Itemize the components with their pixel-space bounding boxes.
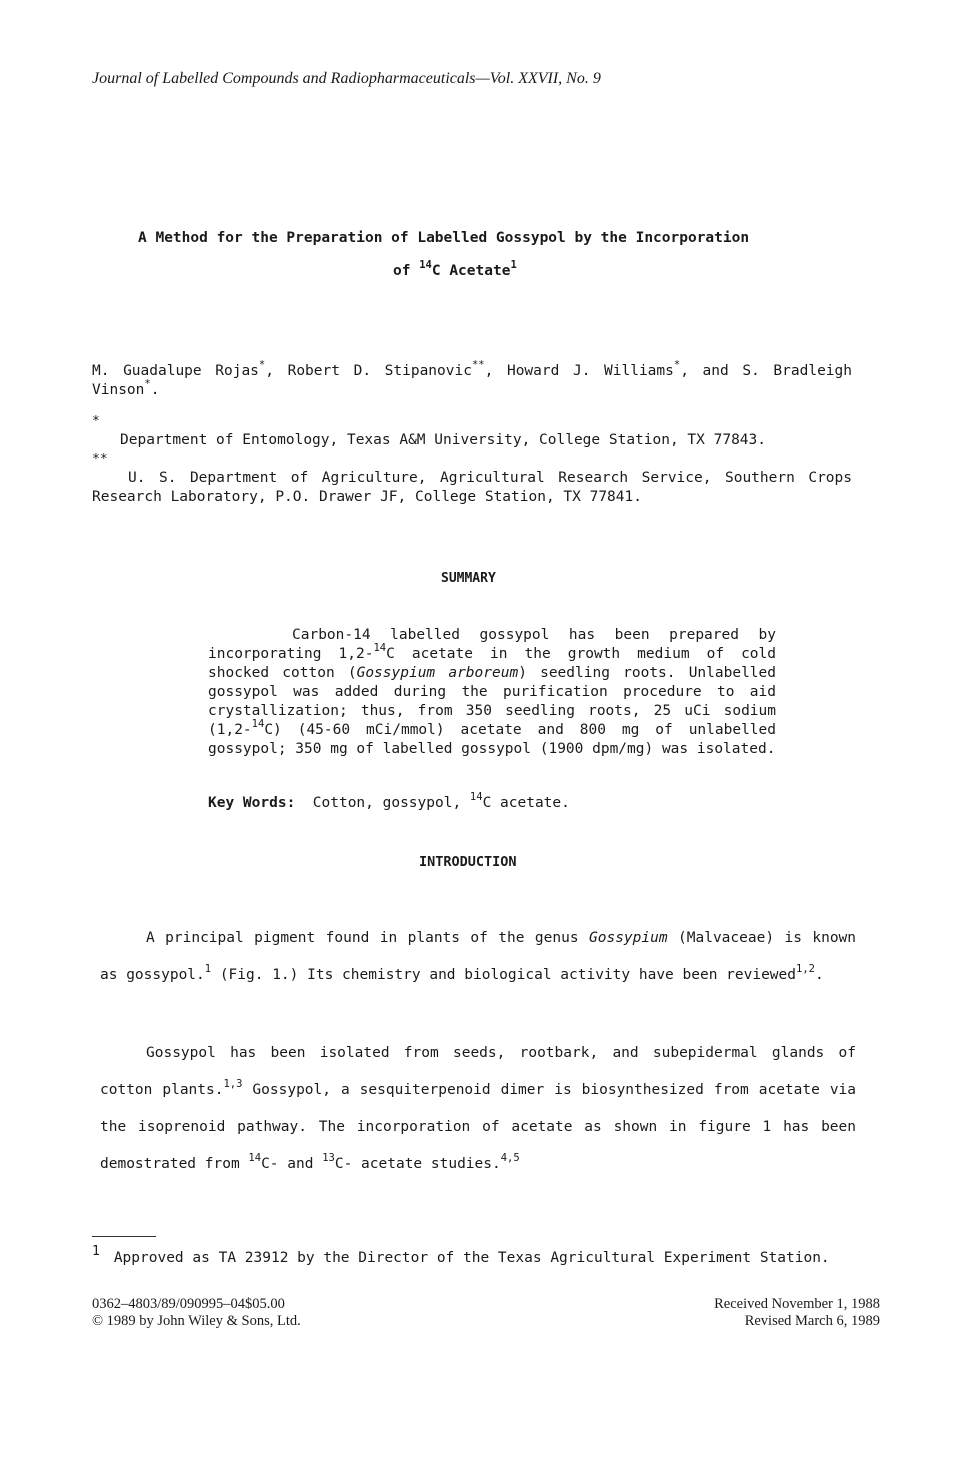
paragraph-segment: C- acetate studies. [334,1156,501,1172]
isotope-superscript: 14 [251,718,265,731]
introduction-heading: INTRODUCTION [419,854,517,870]
keywords-list: Cotton, gossypol, [312,795,462,811]
intro-paragraph-1 [100,920,856,994]
author-name: M. Guadalupe Rojas [92,363,259,379]
received-date: Received November 1, 1988 [714,1296,880,1312]
author-separator: , and [680,363,729,379]
keywords-label: Key Words: [208,795,296,811]
paragraph-segment: Gossypol, a sesquiterpenoid dimer is biosynthesized from acetate via the isoprenoid pathway. The incorporation of acetate as shown in figure 1 has been demostrated from [100,1082,857,1172]
isotope-superscript: 14 [248,1152,262,1165]
citation-ref: 1 [204,963,212,976]
author-separator: . [150,382,160,398]
author-affiliation-mark: * [144,378,151,391]
paper-title-line2 [393,259,517,279]
keywords-list-end: C acetate. [482,795,570,811]
summary-segment: C acetate in the growth medium of cold shocked cotton ( [208,646,776,681]
title-acetate: C Acetate [431,263,511,279]
paragraph-segment: . [814,967,824,983]
summary-segment: C) (45-60 mCi/mmol) acetate and 800 mg of unlabelled gossypol; 350 mg of labelled gossypol (1900 dpm/mg) was isolated. [208,722,776,757]
citation-ref: 4,5 [500,1152,520,1165]
author-affiliation-mark: * [673,359,681,372]
footnote-number: 1 [92,1244,100,1259]
author-affiliation-mark: ** [471,359,485,372]
summary-heading: SUMMARY [441,571,496,586]
publication-info [92,1296,301,1330]
paragraph-segment: (Malvaceae) is known as gossypol. [100,930,857,983]
intro-paragraph-2 [100,1035,856,1183]
copyright-notice: © 1989 by John Wiley & Sons, Ltd. [92,1313,301,1329]
article-code: 0362–4803/89/090995–04$05.00 [92,1296,285,1312]
affiliation-mark: * [92,414,100,429]
author-separator: , [265,363,274,379]
genus-name: Gossypium [589,930,668,946]
author-name: S. Bradleigh Vinson [92,363,852,398]
affiliation-mark: ** [92,452,108,467]
journal-header: Journal of Labelled Compounds and Radiopharmaceuticals—Vol. XXVII, No. 9 [92,70,601,87]
paragraph-segment: A principal pigment found in plants of the genus [146,930,579,946]
title-of: of [393,263,411,279]
isotope-superscript: 14 [373,642,387,655]
author-name: Howard J. Williams [506,363,674,379]
citation-ref: 1,2 [796,963,815,976]
paragraph-segment: Gossypol has been isolated from seeds, rootbark, and subepidermal glands of cotton plants. [100,1045,856,1098]
citation-ref: 1,3 [223,1078,243,1091]
author-list [92,359,852,400]
author-separator: , [484,363,494,379]
author-affiliation-mark: * [258,359,266,372]
summary-segment: ) seedling roots. Unlabelled gossypol was added during the purification procedure to aid crystallization; thus, from 350 seedling roots, 25 uCi sodium (1,2- [208,665,776,738]
paragraph-segment: C- and [261,1156,314,1172]
isotope-superscript: 13 [322,1152,335,1165]
title-footnote-ref: 1 [510,259,517,272]
affiliation-text: U. S. Department of Agriculture, Agricultural Research Service, Southern Crops Research Laboratory, P.O. Drawer JF, College Station, TX 77841. [92,470,852,505]
paragraph-segment: (Fig. 1.) Its chemistry and biological activity have been reviewed [219,967,796,983]
footnote-divider [92,1236,156,1237]
summary-segment: Carbon-14 labelled gossypol has been prepared by incorporating 1,2- [208,627,776,662]
title-isotope: 14 [419,259,432,272]
received-dates [560,1296,880,1330]
keywords [208,791,570,811]
affiliation-1 [92,412,852,450]
footnote [92,1244,830,1266]
affiliation-2 [92,450,852,507]
summary-text [208,626,776,759]
footnote-text: Approved as TA 23912 by the Director of the Texas Agricultural Experiment Station. [113,1250,830,1266]
species-name: Gossypium arboreum [356,665,519,681]
isotope-superscript: 14 [469,791,483,804]
author-name: Robert D. Stipanovic [287,363,472,379]
affiliation-text: Department of Entomology, Texas A&M University, College Station, TX 77843. [120,432,767,448]
revised-date: Revised March 6, 1989 [744,1313,880,1329]
paper-title-line1: A Method for the Preparation of Labelled Gossypol by the Incorporation [138,230,750,246]
